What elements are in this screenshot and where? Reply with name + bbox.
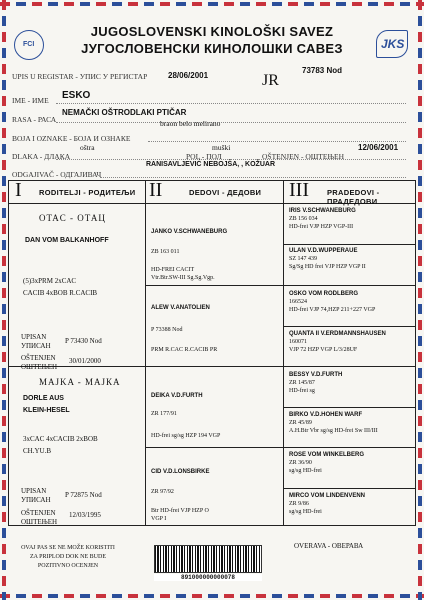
barcode bbox=[154, 545, 262, 573]
dam-section-title: MAJKA - МАЈКА bbox=[39, 377, 121, 387]
great-grandparent-name: BIRKO V.D.HOHEN WARF bbox=[289, 412, 363, 418]
great-grandparent-notes: HD-frei VJP 74,HZP 211+227 VGP bbox=[289, 307, 376, 313]
title-cyrillic: ЈУГОСЛОВЕНСКИ КИНОЛОШКИ САВЕЗ bbox=[81, 41, 343, 56]
registration-date: 28/06/2001 bbox=[168, 71, 209, 80]
dam-titles-1: 3xCAC 4xCACIB 2xBOB bbox=[23, 435, 98, 443]
grandparent-notes-1: PRM R.CAC R.CACIB PR bbox=[151, 347, 218, 353]
grandparent-reg: ZB 163 011 bbox=[151, 249, 180, 255]
grandparent-name: ALEW V.ANATOLIEN bbox=[151, 305, 210, 311]
dam-reg-label: UPISAN bbox=[21, 487, 47, 495]
whelped-label: OŠTENJEN - ОШТЕЊЕН bbox=[262, 152, 345, 161]
name-label: IME - ИМЕ bbox=[12, 96, 49, 105]
breed-label: RASA - РАСА bbox=[12, 115, 57, 124]
name-dotted-line bbox=[56, 103, 406, 104]
grandparent-name: CID V.D.LONSBIRKE bbox=[151, 469, 210, 475]
breed: NEMAČKI OŠTRODLAKI PTIČAR bbox=[62, 108, 187, 117]
sex-label: POL - ПОЛ bbox=[186, 152, 222, 161]
great-grandparent-reg: SZ 147 439 bbox=[289, 256, 318, 262]
grandparent-reg: P 73388 Nod bbox=[151, 327, 183, 333]
sex: muški bbox=[212, 143, 231, 152]
grandparent-reg: ZR 97/92 bbox=[151, 489, 174, 495]
sire-born-label-cyr: ОШТЕЊЕН bbox=[21, 363, 58, 371]
dam-born: 12/03/1995 bbox=[69, 511, 101, 519]
registration-label: UPIS U REGISTAR - УПИС У РЕГИСТАР bbox=[12, 72, 148, 81]
great-grandparent-name: ULAN V.D.WUPPERAUE bbox=[289, 248, 358, 254]
col1-header: RODITELJI - РОДИТЕЉИ bbox=[39, 188, 136, 197]
great-grandparent-reg: ZR 36/90 bbox=[289, 460, 312, 466]
dam-reg: P 72875 Nod bbox=[65, 491, 102, 499]
coat: oštra bbox=[80, 143, 95, 152]
left-tricolor-border bbox=[2, 0, 6, 600]
color-label: BOJA I OZNAKE - БОЈА И ОЗНАКЕ bbox=[12, 134, 131, 143]
dam-born-label-cyr: ОШТЕЊЕН bbox=[21, 518, 58, 526]
breeder: RANISAVLJEVIĆ NEBOJŠA, , KOŽUAR bbox=[146, 161, 275, 168]
dam-born-label: OŠTENJEN bbox=[21, 509, 56, 517]
sire-reg-label-cyr: УПИСАН bbox=[21, 342, 51, 350]
col2-header: DEDOVI - ДЕДОВИ bbox=[189, 188, 262, 197]
grandparent-notes-2: Vtr.Btr.SW-III Sg.Sg.Vgp. bbox=[151, 275, 215, 281]
barcode-number: 891000000000078 bbox=[154, 574, 262, 581]
great-grandparent-name: OSKO VOM RODLBERG bbox=[289, 291, 359, 297]
col3-header: PRADEDOVI - ПРАДЕДОВИ bbox=[327, 188, 380, 206]
whelped-date: 12/06/2001 bbox=[358, 143, 399, 152]
sire-titles-1: (5)3xPRM 2xCAC bbox=[23, 277, 77, 285]
great-grandparent-name: IRIS V.SCHWANEBURG bbox=[289, 208, 356, 214]
great-grandparent-reg: ZB 156 034 bbox=[289, 216, 318, 222]
dam-name: DORLE AUS bbox=[23, 395, 64, 402]
grandparent-name: JANKO V.SCHWANEBURG bbox=[151, 229, 228, 235]
sire-reg: P 73430 Nod bbox=[65, 337, 102, 345]
col3-roman: III bbox=[289, 179, 309, 201]
great-grandparent-reg: ZR 145/87 bbox=[289, 380, 315, 386]
great-grandparent-notes: Sg/Sg HD frei VJP HZP VGP II bbox=[289, 264, 366, 270]
grandparent-notes-1: Btr HD-frei VJP HZP O bbox=[151, 508, 209, 514]
sire-section-title: OTAC - ОТАЦ bbox=[39, 213, 106, 223]
grandparent-notes-2: VGP I bbox=[151, 516, 167, 522]
dam-name-2: KLEIN-HESEL bbox=[23, 407, 70, 414]
registration-number: 73783 Nod bbox=[302, 66, 343, 75]
coat-label: DLAKA - ДЛАКА bbox=[12, 152, 71, 161]
breed-dotted-line bbox=[56, 122, 406, 123]
color: braon belo melirano bbox=[160, 119, 221, 128]
registry-book: JR bbox=[262, 72, 279, 89]
certification-label: OVERAVA - ОВЕРАВА bbox=[294, 542, 364, 550]
great-grandparent-notes: VJP 72 HZP VGP L/3/28UF bbox=[289, 347, 358, 353]
great-grandparent-notes: sg/sg HD-frei bbox=[289, 509, 322, 515]
grandparent-notes-1: HD-FREI CACIT bbox=[151, 267, 195, 273]
great-grandparent-name: QUANTA II V.ERDMANNSHAUSEN bbox=[289, 331, 386, 337]
sire-reg-label: UPISAN bbox=[21, 333, 47, 341]
great-grandparent-reg: ZR 9/86 bbox=[289, 501, 309, 507]
right-tricolor-border bbox=[418, 0, 422, 600]
great-grandparent-name: BESSY V.D.FURTH bbox=[289, 372, 343, 378]
jks-logo-icon: JKS bbox=[376, 30, 408, 58]
great-grandparent-reg: ZR 45/89 bbox=[289, 420, 312, 426]
breeder-label: ODGAJIVAČ - ОДГАЈИВАЧ bbox=[12, 170, 102, 179]
sire-titles-2: CACIB 4xBOB R.CACIB bbox=[23, 289, 98, 297]
great-grandparent-reg: 160071 bbox=[289, 339, 307, 345]
great-grandparent-name: MIRCO VOM LINDENVENN bbox=[289, 493, 366, 499]
sire-born-label: OŠTENJEN bbox=[21, 354, 56, 362]
top-tricolor-border bbox=[0, 2, 424, 6]
sire-name: DAN VOM BALKANHOFF bbox=[25, 237, 109, 244]
color-dotted-line bbox=[148, 141, 406, 142]
coat-dotted-line bbox=[56, 159, 406, 160]
great-grandparent-name: ROSE VOM WINKELBERG bbox=[289, 452, 365, 458]
great-grandparent-reg: 166524 bbox=[289, 299, 307, 305]
sire-born: 30/01/2000 bbox=[69, 357, 101, 365]
great-grandparent-notes: A.H.Btr Vbr sg/sg HD-frei Sw III/III bbox=[289, 428, 378, 434]
breeder-dotted-line bbox=[100, 177, 406, 178]
dam-reg-label-cyr: УПИСАН bbox=[21, 496, 51, 504]
bottom-tricolor-border bbox=[0, 594, 424, 598]
title-latin: JUGOSLOVENSKI KINOLOŠKI SAVEZ bbox=[90, 24, 334, 39]
grandparent-reg: ZR 177/91 bbox=[151, 411, 177, 417]
dam-titles-2: CH.YU.B bbox=[23, 447, 52, 455]
breeding-restriction-note: OVAJ PAS SE NE MOŽE KORISTITI ZA PRIPLOD DOK NE BUDE POZITIVNO OCENJEN bbox=[21, 545, 115, 569]
great-grandparent-notes: HD-frei VJP HZP VGP-III bbox=[289, 224, 354, 230]
pedigree-table bbox=[8, 180, 416, 526]
great-grandparent-notes: sg/sg HD-frei bbox=[289, 468, 322, 474]
dog-name: ESKO bbox=[62, 90, 91, 101]
grandparent-name: DEIKA V.D.FURTH bbox=[151, 393, 203, 399]
fci-logo-icon: FCI bbox=[14, 30, 44, 60]
grandparent-notes-1: HD-frei sg/sg HZP 194 VGP bbox=[151, 433, 221, 439]
great-grandparent-notes: HD-frei sg bbox=[289, 388, 315, 394]
col1-roman: I bbox=[15, 179, 22, 201]
col2-roman: II bbox=[149, 179, 163, 201]
